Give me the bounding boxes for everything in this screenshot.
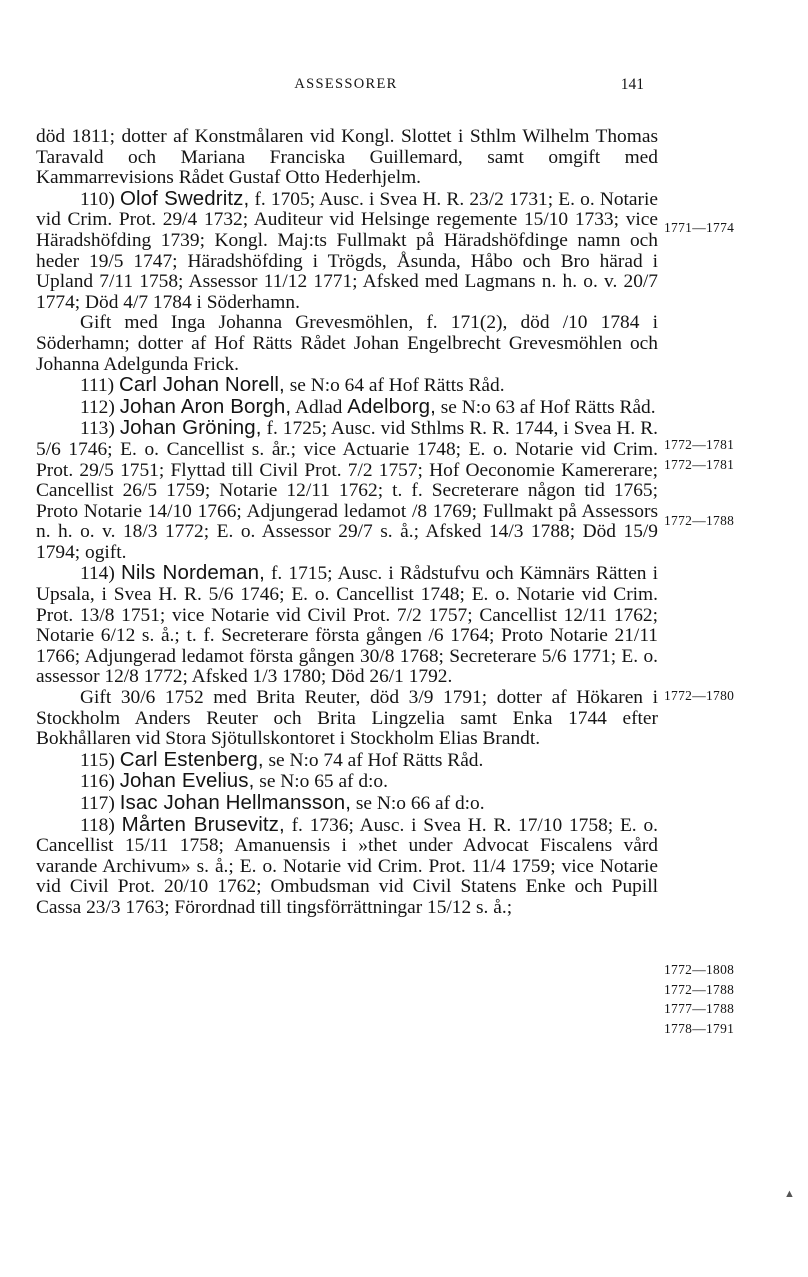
entry-117: 117) Isac Johan Hellmansson, se N:o 66 af d:o. [80,791,485,814]
margin-years: 1772—1781 [664,437,735,452]
entry-112: 112) Johan Aron Borgh, Adlad Adelborg, se N:o 63 af Hof Rätts Råd. [80,394,656,418]
margin-years: 1772—1781 [664,457,735,472]
entry-name: Mårten Brusevitz, [121,812,285,836]
margin-years: 1777—1788 [664,1001,735,1016]
print-mark-icon: ▲ [784,1188,795,1200]
entry-116: 116) Johan Evelius, se N:o 65 af d:o. [80,769,388,793]
marriage-paragraph: Gift 30/6 1752 med Brita Reuter, död 3/9 1791; dotter af Hökaren i Stockholm Anders Reuter och Brita Lingzelia samt Enka 1744 efter Bokhållaren vid Stora Sjötullskontoret i Stockholm Elias Brandt. [36,687,658,750]
entry-name: Olof Swedritz, [119,186,250,210]
entry-name: Johan Evelius, [119,769,255,793]
entry-115: 115) Carl Estenberg, se N:o 74 af Hof Rätts Råd. [80,747,484,771]
entry-114: 114) Nils Nordeman, f. 1715; Ausc. i Rådstufvu och Kämnärs Rätten i Upsala, i Svea H. R. 5/6 1746; E. o. Cancellist 1748; E. o. Notarie vid Crim. Prot. 13/8 1751; vice Notarie vid Civil Prot. 7/2 1757; Cancellist 12/11 1762; Notarie 6/12 s. å.; t. f. Secreterare första gången /6 1764; Proto Notarie 21/11 1766; Adjungerad ledamot första gången 30/8 1768; Secreterare 5/6 1771; E. o. assessor 12/8 1772; Afsked 1/3 1780; Död 26/1 1792. [36,561,658,688]
entry-name: Johan Gröning, [119,416,262,440]
entry-118: 118) Mårten Brusevitz, f. 1736; Ausc. i Svea H. R. 17/10 1758; E. o. Cancellist 15/11 1758; Amanuensis i »thet under Advocat Fiscalens vård varande Archivum» s. å.; E. o. Notarie vid Crim. Prot. 11/4 1759; vice Notarie vid Civil Prot. 20/10 1762; Ombudsman vid Civil Statens Enke och Pupill Cassa 23/3 1763; Förordnad till tingsförrättningar 15/12 s. å.; [36,812,658,918]
entry-name: Isac Johan Hellmansson, [119,791,352,814]
text-column [36,127,658,919]
entry-name: Carl Estenberg, [119,747,264,771]
entry-name: Johan Aron Borgh, [119,394,292,418]
page-header [36,76,656,102]
entry-name-ennobled: Adelborg, [347,394,436,418]
page-number: 141 [620,76,644,93]
margin-years: 1772—1780 [664,688,735,703]
paragraph-continuation: död 1811; dotter af Konstmålaren vid Kongl. Slottet i Sthlm Wilhelm Thomas Taravald och Mariana Franciska Guillemard, samt omgift med Kammarrevisions Rådet Gustaf Otto Hederhjelm. [36,126,658,189]
marriage-paragraph: Gift med Inga Johanna Grevesmöhlen, f. 171(2), död /10 1784 i Söderhamn; dotter af Hof Rätts Rådet Johan Engelbrecht Grevesmöhlen och Johanna Adelgunda Frick. [36,312,658,375]
entry-111: 111) Carl Johan Norell, se N:o 64 af Hof Rätts Råd. [80,373,505,397]
margin-years: 1772—1808 [664,962,735,977]
margin-years: 1778—1791 [664,1021,735,1036]
entry-name: Carl Johan Norell, [118,373,285,397]
margin-years: 1772—1788 [664,513,735,528]
entry-name: Nils Nordeman, [120,561,265,585]
margin-years: 1772—1788 [664,982,735,997]
running-head: ASSESSORER [294,76,398,92]
margin-years: 1771—1774 [664,220,735,235]
entry-113: 113) Johan Gröning, f. 1725; Ausc. vid Sthlms R. R. 1744, i Svea H. R. 5/6 1746; E. o. Cancellist s. år.; vice Actuarie 1748; E. o. Notarie vid Crim. Prot. 29/5 1751; Flyttad till Civil Prot. 7/2 1757; Hof Oeconomie Kamererare; Cancellist 26/5 1759; Notarie 12/11 1762; t. f. Secreterare någon tid 1765; Proto Notarie 14/10 1766; Adjungerad ledamot /8 1769; Fullmakt på Assessors n. h. o. v. 18/3 1772; E. o. Assessor 29/7 s. å.; Afsked 14/3 1788; Död 15/9 1794; ogift. [36,416,658,563]
entry-110: 110) Olof Swedritz, f. 1705; Ausc. i Svea H. R. 23/2 1731; E. o. Notarie vid Crim. Prot. 29/4 1732; Auditeur vid Helsinge regemente 15/10 1733; vice Häradshöfding 1739; Kongl. Maj:ts Fullmakt på Häradshöfdinge namn och heder 19/5 1747; Häradshöfding i Trögds, Åsunda, Håbo och Bro härad i Upland 7/11 1758; Assessor 11/12 1771; Afsked med Lagmans n. h. o. v. 20/7 1774; Död 4/7 1784 i Söderhamn. [36,186,658,313]
